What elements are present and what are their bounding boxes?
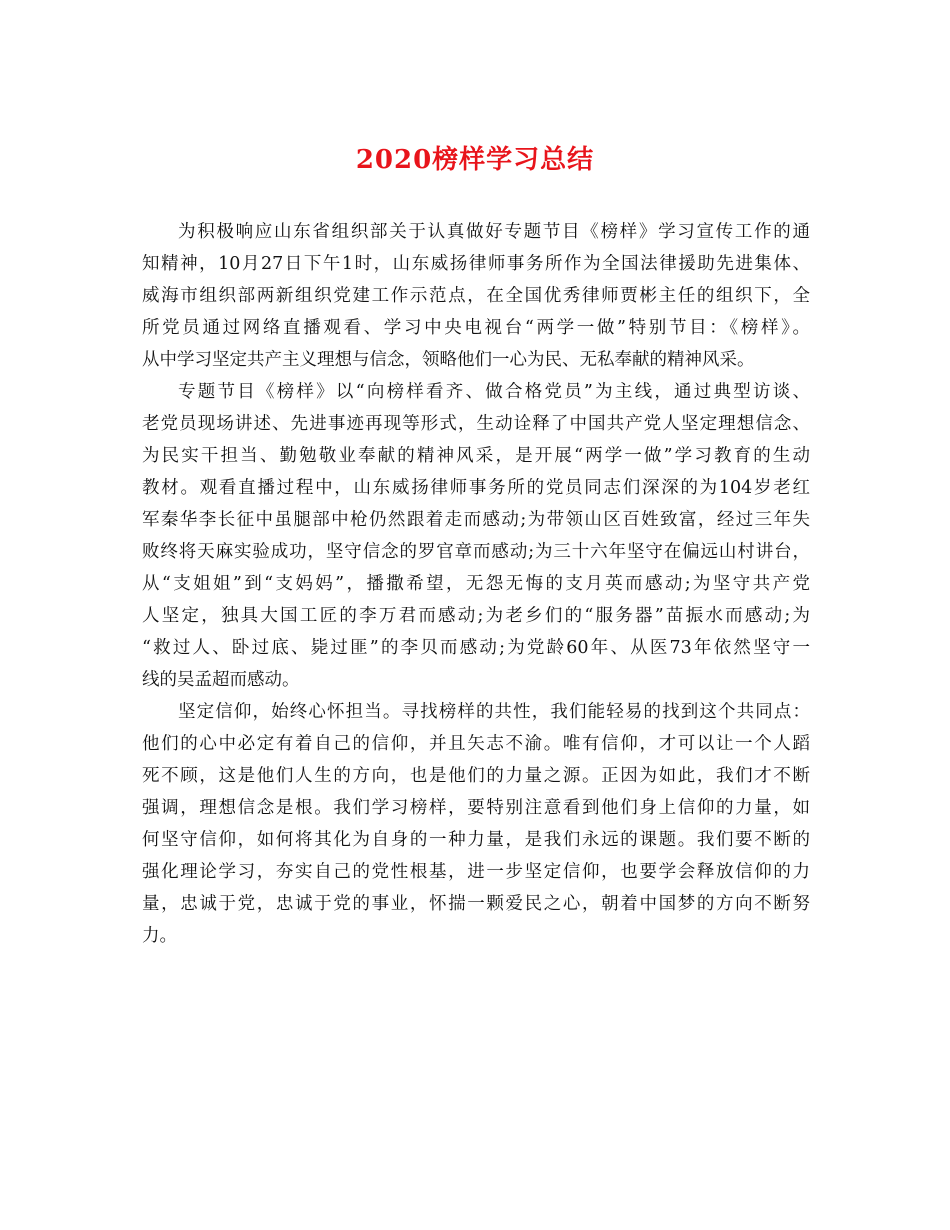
paragraph-line: 从“支姐姐”到“支妈妈”，播撒希望，无怨无悔的支月英而感动;为坚守共产党	[142, 574, 810, 594]
paragraph-line: 威海市组织部两新组织党建工作示范点，在全国优秀律师贾彬主任的组织下，全	[142, 286, 810, 306]
document-body	[142, 216, 810, 952]
paragraph-line: “救过人、卧过底、毙过匪”的李贝而感动;为党龄60年、从医73年依然坚守一	[142, 638, 810, 658]
paragraph-line: 所党员通过网络直播观看、学习中央电视台“两学一做”特别节目：《榜样》。	[142, 318, 810, 338]
paragraph-line: 强调，理想信念是根。我们学习榜样，要特别注意看到他们身上信仰的力量，如	[142, 798, 810, 818]
paragraph-line: 他们的心中必定有着自己的信仰，并且矢志不渝。唯有信仰，才可以让一个人蹈	[142, 734, 810, 754]
paragraph-line: 知精神，10月27日下午1时，山东威扬律师事务所作为全国法律援助先进集体、	[142, 254, 810, 274]
paragraph-line: 为积极响应山东省组织部关于认真做好专题节目《榜样》学习宣传工作的通	[178, 222, 810, 242]
paragraph-line: 败终将天麻实验成功，坚守信念的罗官章而感动;为三十六年坚守在偏远山村讲台，	[142, 542, 810, 562]
paragraph-line: 人坚定，独具大国工匠的李万君而感动;为老乡们的“服务器”苗振水而感动;为	[142, 606, 810, 626]
paragraph-2	[142, 376, 810, 696]
paragraph-line: 量，忠诚于党，忠诚于党的事业，怀揣一颗爱民之心，朝着中国梦的方向不断努	[142, 894, 810, 914]
paragraph-line: 何坚守信仰，如何将其化为自身的一种力量，是我们永远的课题。我们要不断的	[142, 830, 810, 850]
paragraph-line: 老党员现场讲述、先进事迹再现等形式，生动诠释了中国共产党人坚定理想信念、	[142, 414, 810, 434]
paragraph-1	[142, 216, 810, 376]
paragraph-line: 坚定信仰，始终心怀担当。寻找榜样的共性，我们能轻易的找到这个共同点：	[178, 702, 810, 722]
paragraph-3	[142, 696, 810, 952]
paragraph-line: 教材。观看直播过程中，山东威扬律师事务所的党员同志们深深的为104岁老红	[142, 478, 810, 498]
document-title: 2020榜样学习总结	[355, 145, 595, 175]
paragraph-line: 强化理论学习，夯实自己的党性根基，进一步坚定信仰，也要学会释放信仰的力	[142, 862, 810, 882]
paragraph-line: 从中学习坚定共产主义理想与信念，领略他们一心为民、无私奉献的精神风采。	[142, 350, 755, 370]
paragraph-line: 专题节目《榜样》以“向榜样看齐、做合格党员”为主线，通过典型访谈、	[178, 382, 810, 402]
paragraph-line: 为民实干担当、勤勉敬业奉献的精神风采，是开展“两学一做”学习教育的生动	[142, 446, 810, 466]
paragraph-line: 死不顾，这是他们人生的方向，也是他们的力量之源。正因为如此，我们才不断	[142, 766, 810, 786]
paragraph-line: 线的吴孟超而感动。	[142, 670, 300, 690]
paragraph-line: 力。	[142, 926, 177, 946]
paragraph-line: 军秦华李长征中虽腿部中枪仍然跟着走而感动;为带领山区百姓致富，经过三年失	[142, 510, 810, 530]
